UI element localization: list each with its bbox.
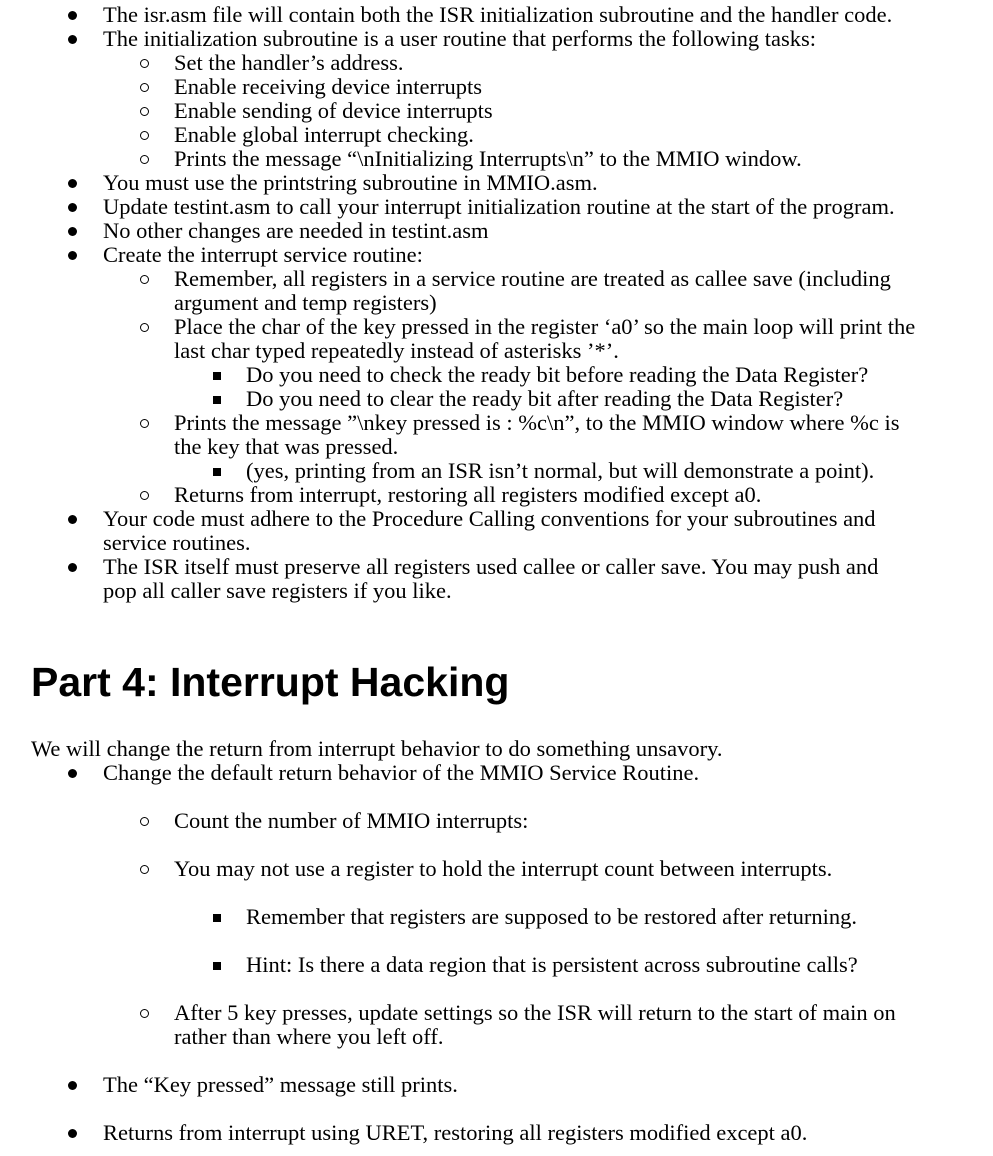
sub-sub-list-item: Remember that registers are supposed to be restored after returning. xyxy=(246,904,858,929)
bullet-dot xyxy=(68,769,77,778)
bullet-dot xyxy=(68,11,77,20)
bullet-circle xyxy=(140,817,149,826)
sub-sub-list-item: Do you need to check the ready bit before reading the Data Register? xyxy=(246,362,869,387)
bullet-dot xyxy=(68,227,77,236)
list-item: No other changes are needed in testint.asm xyxy=(103,218,489,243)
section-heading: Part 4: Interrupt Hacking xyxy=(31,659,510,705)
sub-list-item: After 5 key presses, update settings so the ISR will return to the start of main on xyxy=(174,1000,896,1025)
bullet-dot xyxy=(68,203,77,212)
sub-list-item: Remember, all registers in a service routine are treated as callee save (including xyxy=(174,266,891,291)
list-item: The isr.asm file will contain both the ISR initialization subroutine and the handler code. xyxy=(103,2,893,27)
list-item-cont: pop all caller save registers if you like. xyxy=(103,578,452,603)
bullet-circle xyxy=(140,155,149,164)
bullet-circle xyxy=(140,491,149,500)
bullet-circle xyxy=(140,107,149,116)
bullet-square xyxy=(213,396,221,404)
list-item: Change the default return behavior of the MMIO Service Routine. xyxy=(103,760,700,785)
bullet-dot xyxy=(68,515,77,524)
bullet-dot xyxy=(68,251,77,260)
sub-sub-list-item: Do you need to clear the ready bit after reading the Data Register? xyxy=(246,386,844,411)
sub-list-item-cont: rather than where you left off. xyxy=(174,1024,444,1049)
list-item: Returns from interrupt using URET, restoring all registers modified except a0. xyxy=(103,1120,808,1145)
sub-sub-list-item: (yes, printing from an ISR isn’t normal, but will demonstrate a point). xyxy=(246,458,875,483)
sub-list-item: Prints the message ”\nkey pressed is : %c\n”, to the MMIO window where %c is xyxy=(174,410,900,435)
bullet-circle xyxy=(140,59,149,68)
sub-list-item-cont: the key that was pressed. xyxy=(174,434,399,459)
bullet-circle xyxy=(140,83,149,92)
bullet-circle xyxy=(140,275,149,284)
list-item-cont: service routines. xyxy=(103,530,251,555)
sub-list-item: Count the number of MMIO interrupts: xyxy=(174,808,529,833)
bullet-dot xyxy=(68,1129,77,1138)
sub-list-item: Place the char of the key pressed in the register ‘a0’ so the main loop will print the xyxy=(174,314,916,339)
sub-list-item: Returns from interrupt, restoring all registers modified except a0. xyxy=(174,482,762,507)
bullet-circle xyxy=(140,131,149,140)
bullet-dot xyxy=(68,35,77,44)
bullet-square xyxy=(213,914,221,922)
bullet-circle xyxy=(140,323,149,332)
bullet-circle xyxy=(140,865,149,874)
bullet-square xyxy=(213,468,221,476)
list-item: Create the interrupt service routine: xyxy=(103,242,423,267)
bullet-dot xyxy=(68,1081,77,1090)
sub-list-item: Prints the message “\nInitializing Interrupts\n” to the MMIO window. xyxy=(174,146,802,171)
sub-list-item: Enable receiving device interrupts xyxy=(174,74,482,99)
list-item: Your code must adhere to the Procedure Calling conventions for your subroutines and xyxy=(103,506,876,531)
list-item: The “Key pressed” message still prints. xyxy=(103,1072,458,1097)
sub-list-item: Enable sending of device interrupts xyxy=(174,98,493,123)
list-item: The initialization subroutine is a user routine that performs the following tasks: xyxy=(103,26,816,51)
bullet-circle xyxy=(140,1009,149,1018)
intro-paragraph: We will change the return from interrupt behavior to do something unsavory. xyxy=(31,736,723,761)
list-item: The ISR itself must preserve all registers used callee or caller save. You may push and xyxy=(103,554,879,579)
sub-sub-list-item: Hint: Is there a data region that is persistent across subroutine calls? xyxy=(246,952,858,977)
list-item: You must use the printstring subroutine in MMIO.asm. xyxy=(103,170,598,195)
list-item: Update testint.asm to call your interrupt initialization routine at the start of the program. xyxy=(103,194,895,219)
sub-list-item: You may not use a register to hold the interrupt count between interrupts. xyxy=(174,856,833,881)
sub-list-item: Enable global interrupt checking. xyxy=(174,122,474,147)
sub-list-item: Set the handler’s address. xyxy=(174,50,404,75)
bullet-square xyxy=(213,372,221,380)
sub-list-item-cont: last char typed repeatedly instead of asterisks ’*’. xyxy=(174,338,619,363)
bullet-square xyxy=(213,962,221,970)
bullet-dot xyxy=(68,179,77,188)
bullet-circle xyxy=(140,419,149,428)
bullet-dot xyxy=(68,563,77,572)
sub-list-item-cont: argument and temp registers) xyxy=(174,290,437,315)
